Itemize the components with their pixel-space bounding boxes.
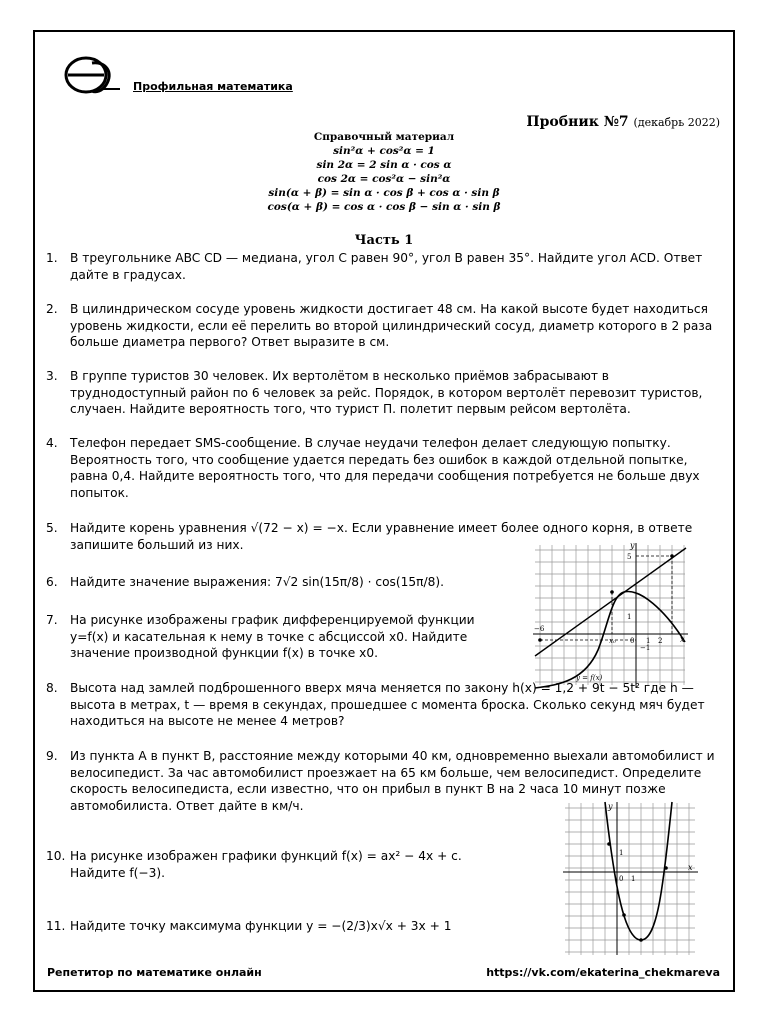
figure-parabola: [560, 800, 700, 956]
task-3: 3. В группе туристов 30 человек. Их вертолётом в несколько приёмов забрасывают в труднодоступный район по 6 человек за рейс. Порядок, в котором вертолёт перевозит туристов, случаен. Найдите вероятность того, что турист П. полетит первым рейсом вертолёта.: [46, 369, 703, 416]
figure2-one-y-label: 1: [619, 849, 624, 857]
task-7: 7. На рисунке изображены график дифференцируемой функции y=f(x) и касательная к нему в точке с абсциссой x0. Найдите значение производной функции f(x) в точке x0.: [46, 613, 475, 660]
figure2-point-1: [607, 842, 611, 846]
figure1-point-right: [670, 554, 674, 558]
logo-icon: [62, 55, 124, 97]
task-11: 11. Найдите точку максимума функции y = −(2/3)x√x + 3x + 1: [46, 919, 452, 933]
figure1-two-label: 2: [658, 637, 663, 645]
formula-4: sin(α + β) = sin α · cos β + cos α · sin β: [268, 187, 500, 199]
formula-2: sin 2α = 2 sin α · cos α: [316, 159, 452, 171]
formula-1: sin²α + cos²α = 1: [333, 145, 435, 157]
figure2-grid: [565, 803, 695, 955]
figure1-x0-label: x₀: [609, 637, 616, 645]
figure2-point-2: [622, 913, 626, 917]
figure1-func-label: y = f(x): [576, 674, 603, 682]
figure1-one-x-label: 1: [646, 637, 651, 645]
formula-3: cos 2α = cos²α − sin²α: [317, 173, 451, 185]
figure2-point-3: [639, 938, 643, 942]
footer-left: Репетитор по математике онлайн: [47, 966, 262, 979]
figure2-parabola-curve: [605, 802, 672, 940]
probnik-title: Пробник №7 (декабрь 2022): [526, 114, 720, 130]
figure1-five-label: 5: [627, 553, 632, 561]
figure1-minus-six-label: −6: [534, 625, 545, 633]
part-title: Часть 1: [354, 233, 414, 248]
figure1-minus-one-label: −1: [640, 644, 651, 652]
task-10: 10. На рисунке изображен графики функций f(x) = ax² − 4x + c. Найдите f(−3).: [46, 849, 462, 880]
figure1-zero-label: 0: [630, 637, 635, 645]
figure1-one-y-label: 1: [627, 613, 632, 621]
figure2-x-label: x: [688, 863, 693, 872]
subject-title: Профильная математика: [133, 80, 293, 93]
figure-derivative: [530, 540, 690, 690]
task-2: 2. В цилиндрическом сосуде уровень жидкости достигает 48 см. На какой высоте будет находиться уровень жидкости, если её перелить во второй цилиндрический сосуд, диаметр которого в 2 раза больше диаметра первого? Ответ выразите в см.: [46, 302, 713, 349]
figure2-one-x-label: 1: [631, 875, 636, 883]
reference-block: [0, 130, 768, 214]
formula-5: cos(α + β) = cos α · cos β − sin α · sin β: [267, 201, 501, 213]
figure2-point-4: [664, 866, 668, 870]
task-9: 9. Из пункта А в пункт В, расстояние между которыми 40 км, одновременно выехали автомобилист и велосипедист. За час автомобилист проезжает на 65 км больше, чем велосипедист. Определите скорость велосипедиста, если известно, что он прибыл в пункт В на 2 часа 10 минут позже автомобилиста. Ответ дайте в км/ч.: [46, 749, 715, 813]
footer-link[interactable]: https://vk.com/ekaterina_chekmareva: [486, 966, 720, 979]
task-8: 8. Высота над замлей подброшенного вверх мяча меняется по закону h(x) = 1,2 + 9t − 5t² где h — высота в метрах, t — время в секундах, прошедшее с момента броска. Сколько секунд мяч будет находиться на высоте не менее 4 метров?: [46, 681, 705, 728]
figure1-point-left: [538, 638, 542, 642]
figure1-x-label: x: [680, 635, 685, 644]
task-6: 6. Найдите значение выражения: 7√2 sin(15π/8) · cos(15π/8).: [46, 575, 444, 589]
task-4: 4. Телефон передает SMS-сообщение. В случае неудачи телефон делает следующую попытку. Вероятность того, что сообщение удается передать без ошибок в каждой отдельной попытке, равна 0,4. Найдите вероятность того, что для передачи сообщения потребуется не больше двух попыток.: [46, 436, 700, 500]
figure1-y-label: y: [630, 541, 635, 550]
reference-title: Справочный материал: [313, 131, 455, 143]
task-1: 1. В треугольнике ABC CD — медиана, угол C равен 90°, угол B равен 35°. Найдите угол ACD. Ответ дайте в градусах.: [46, 251, 703, 282]
figure2-zero-label: 0: [619, 875, 624, 883]
task-5: 5. Найдите корень уравнения √(72 − x) = −x. Если уравнение имеет более одного корня, в ответе запишите больший из них.: [46, 521, 693, 552]
figure2-y-label: y: [608, 802, 613, 811]
figure1-tangent-point: [610, 590, 614, 594]
